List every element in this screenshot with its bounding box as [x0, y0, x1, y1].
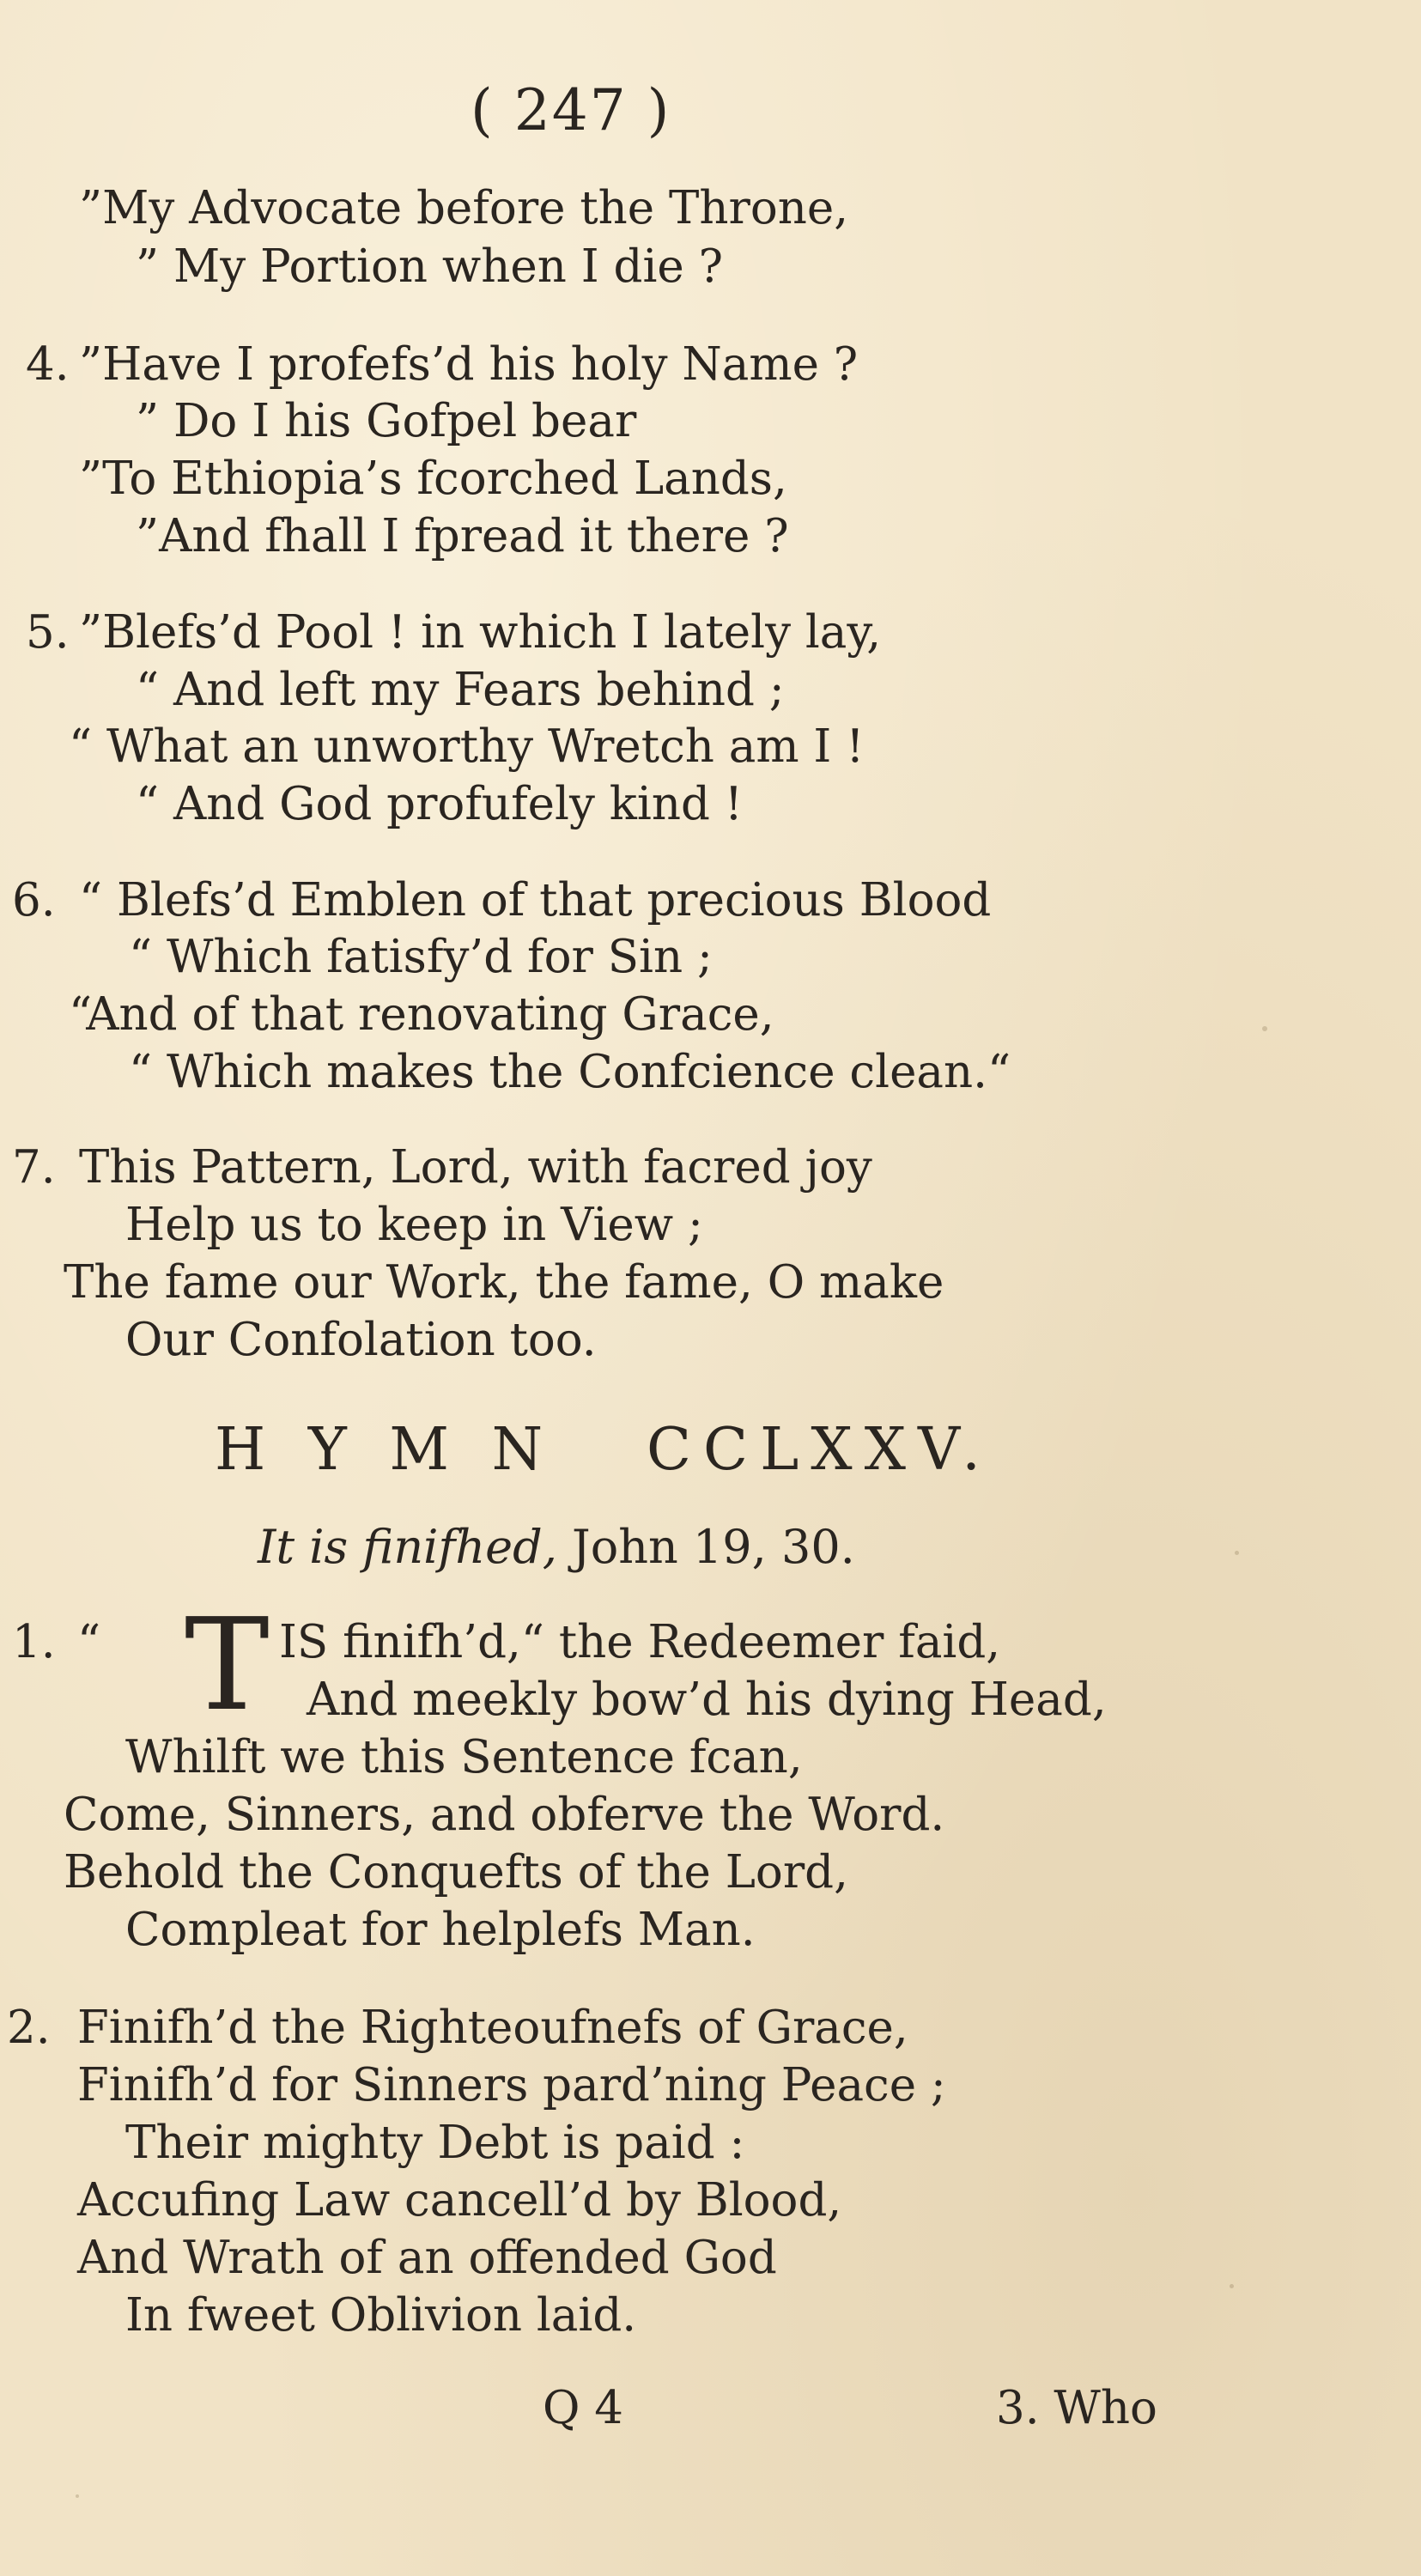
verse-line: “ Which fatisfy’d for Sin ; — [129, 931, 713, 983]
verse-line: “And of that renovating Grace, — [69, 988, 774, 1041]
stanza-number: 6. — [12, 874, 56, 927]
verse-line: “ Blefs’d Emblen of that precious Blood — [79, 874, 992, 927]
signature-mark: Q 4 — [543, 2382, 624, 2434]
stanza-number: 5. — [26, 606, 70, 659]
drop-cap: T — [185, 1591, 270, 1739]
stanza-number: 7. — [12, 1141, 56, 1194]
verse-line: Finifh’d for Sinners pard’ning Peace ; — [77, 2059, 946, 2111]
page-number-header: ( 247 ) — [471, 77, 671, 143]
verse-line: In fweet Oblivion laid. — [125, 2289, 637, 2342]
paper-speck — [76, 2494, 79, 2498]
verse-line: IS finifh’d,“ the Redeemer faid, — [279, 1616, 1001, 1668]
verse-line: Accufing Law cancell’d by Blood, — [77, 2174, 842, 2227]
verse-line: Our Confolation too. — [125, 1314, 597, 1366]
hymn-title: H Y M N CCLXXV. — [215, 1416, 993, 1484]
verse-line: “ What an unworthy Wretch am I ! — [69, 720, 865, 773]
verse-line: The fame our Work, the fame, O make — [64, 1256, 944, 1309]
verse-line: Whilft we this Sentence fcan, — [125, 1731, 803, 1783]
paper-speck — [1262, 1026, 1267, 1031]
paper-speck — [1235, 1551, 1239, 1555]
verse-line: “ And left my Fears behind ; — [136, 664, 785, 716]
verse-line: “ And God profufely kind ! — [136, 778, 744, 830]
verse-line: ”Blefs’d Pool ! in which I lately lay, — [79, 606, 882, 659]
verse-line: Behold the Conquefts of the Lord, — [64, 1846, 848, 1899]
verse-line: ”My Advocate before the Throne, — [79, 182, 849, 234]
opening-quote: “ — [77, 1616, 101, 1668]
verse-line: Compleat for helplefs Man. — [125, 1904, 756, 1956]
verse-line: ” Do I his Gofpel bear — [136, 395, 637, 447]
verse-line: Finifh’d the Righteoufnefs of Grace, — [77, 2002, 908, 2054]
verse-line: Come, Sinners, and obferve the Word. — [64, 1789, 945, 1841]
verse-line: ”And fhall I fpread it there ? — [136, 510, 789, 562]
verse-line: “ Which makes the Confcience clean.“ — [129, 1046, 1011, 1098]
paper-speck — [1230, 2284, 1234, 2288]
verse-line: And Wrath of an offended God — [77, 2232, 777, 2284]
verse-line: Their mighty Debt is paid : — [125, 2117, 745, 2169]
verse-line: ”Have I profefs’d his holy Name ? — [79, 338, 859, 391]
verse-line: This Pattern, Lord, with facred joy — [79, 1141, 872, 1194]
catchword: 3. Who — [996, 2382, 1157, 2434]
hymn-subtitle — [258, 1520, 855, 1574]
stanza-number: 1. — [12, 1616, 56, 1668]
verse-line: ” My Portion when I die ? — [136, 240, 724, 293]
verse-line: Help us to keep in View ; — [125, 1199, 703, 1251]
verse-line: And meekly bow’d his dying Head, — [307, 1674, 1107, 1726]
verse-line: ”To Ethiopia’s fcorched Lands, — [79, 453, 787, 505]
subtitle-italic: It is finifhed, — [258, 1520, 557, 1574]
stanza-number: 2. — [7, 2002, 51, 2054]
scripture-reference: John 19, 30. — [572, 1520, 855, 1574]
stanza-number: 4. — [26, 338, 70, 391]
